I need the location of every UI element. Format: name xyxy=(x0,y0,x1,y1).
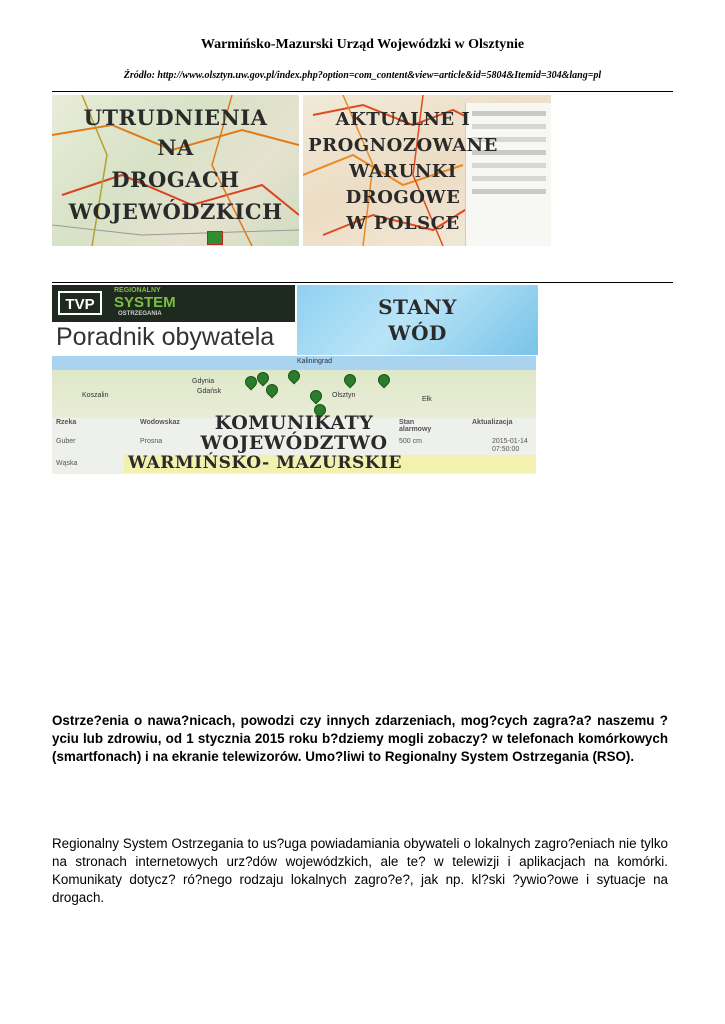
communicates-line-3: WARMIŃSKO- MAZURSKIE xyxy=(124,455,536,473)
city-elk: Ełk xyxy=(422,396,432,403)
conditions-line-3: WARUNKI xyxy=(349,161,457,182)
source-url[interactable]: Źródło: http://www.olsztyn.uw.gov.pl/index.php?option=com_content&view=article&id=5804&Itemid=304&lang=pl xyxy=(123,70,602,81)
road-line-3: DROGACH xyxy=(111,167,240,192)
body-paragraph: Regionalny System Ostrzegania to us?uga powiadamiania obywateli o lokalnych zagro?eniach nie tylko na stronach internetowych urz?dów wojewódzkich, ale te? w telewizji i aplikacjach na komórki. Komunikaty dotycz? ró?nego rodzaju lokalnych zagro?e?, jak np. kl?ski ?ywio?owe i sytuacje na drogach. xyxy=(52,836,668,905)
section-rule xyxy=(52,282,673,283)
banner-road-conditions[interactable] xyxy=(303,95,551,246)
rso-system-bot: OSTRZEGANIA xyxy=(118,311,162,317)
city-koszalin: Koszalin xyxy=(82,392,109,399)
col-river: Rzeka xyxy=(56,419,77,426)
banner-communicates[interactable] xyxy=(52,356,536,474)
lead-paragraph: Ostrze?enia o nawa?nicach, powodzi czy innych zdarzeniach, mog?cych zagra?a? naszemu ?yciu lub zdrowiu, od 1 stycznia 2015 roku b?dziemy mogli zobaczy? w telefonach komórkowych (smartfonach) i na ekranie telewizorów. Umo?liwi to Regionalny System Ostrzegania (RSO). xyxy=(52,713,668,764)
communicates-line-1: KOMUNIKATY xyxy=(214,412,374,434)
header-rule xyxy=(52,91,673,92)
col-gauge: Wodowskaz xyxy=(140,419,180,426)
table-row: Wąska xyxy=(56,460,78,467)
rso-system-top: REGIONALNY xyxy=(114,287,161,294)
tvp-logo: TVP xyxy=(58,291,102,315)
table-row: Guber Prosna 500 cm 2015-01-14 07:50:00 xyxy=(56,438,528,453)
col-update: Aktualizacja xyxy=(472,419,513,426)
guide-label: Poradnik obywatela xyxy=(56,323,275,351)
banner-water-levels[interactable] xyxy=(297,285,538,355)
road-line-4: WOJEWÓDZKICH xyxy=(68,199,283,224)
banner-rso-guide[interactable] xyxy=(52,285,295,355)
city-kaliningrad: Kaliningrad xyxy=(297,358,333,365)
conditions-line-5: W POLSCE xyxy=(346,213,460,234)
banner-road-difficulties[interactable] xyxy=(52,95,299,246)
rso-system-mid: SYSTEM xyxy=(114,294,176,311)
document-title: Warmińsko-Mazurski Urząd Wojewódzki w Olsztynie xyxy=(200,37,525,52)
road-line-1: UTRUDNIENIA xyxy=(83,105,268,130)
city-olsztyn: Olsztyn xyxy=(332,392,356,399)
water-line-1: STANY xyxy=(378,295,457,319)
city-gdansk: Gdańsk xyxy=(197,388,222,395)
communicates-line-2: WOJEWÓDZTWO xyxy=(200,432,388,454)
region-map xyxy=(52,356,536,418)
col-level: Stan alarmowy xyxy=(399,419,432,433)
water-line-2: WÓD xyxy=(388,321,447,345)
road-line-2: NA xyxy=(157,135,194,160)
conditions-line-1: AKTUALNE I xyxy=(335,109,471,130)
conditions-line-2: PROGNOZOWANE xyxy=(308,135,498,156)
conditions-line-4: DROGOWE xyxy=(345,187,461,208)
city-gdynia: Gdynia xyxy=(192,378,215,385)
road-logo-icon xyxy=(207,231,223,245)
